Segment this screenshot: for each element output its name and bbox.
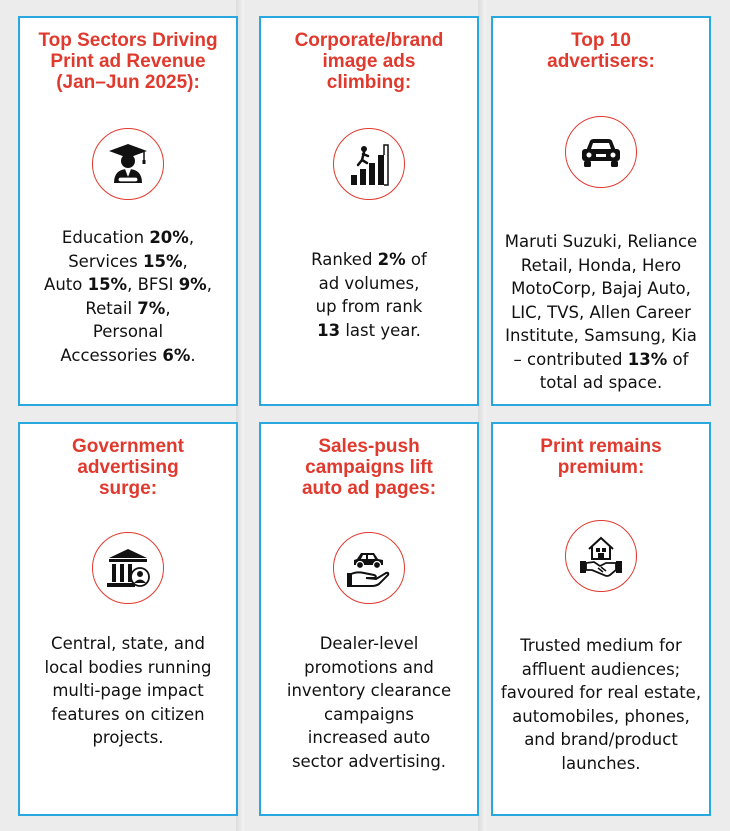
body-text-run: , [165, 298, 171, 318]
card-title [501, 436, 701, 478]
body-line [26, 679, 230, 703]
title-line: Sales-push [318, 436, 420, 457]
body-text-run: Retail, Honda, Hero [520, 255, 682, 275]
body-line [499, 371, 703, 395]
highlight-value: 7% [137, 298, 166, 318]
card-body [267, 248, 471, 342]
body-text-run: up from rank [315, 297, 423, 316]
title-line: Government [72, 436, 184, 457]
body-line [267, 703, 471, 727]
body-line [26, 320, 230, 344]
background-shadow-right [478, 0, 486, 831]
graduate-icon [92, 128, 164, 200]
body-text-run: Dealer-level [319, 634, 419, 653]
body-line [267, 750, 471, 774]
body-line [26, 703, 230, 727]
body-text-run: features on citizen [51, 704, 205, 724]
body-text-run: sector advertising. [291, 751, 447, 771]
body-text-run: automobiles, phones, [512, 706, 690, 726]
body-line [499, 230, 703, 254]
title-line: Top 10 [571, 30, 631, 51]
body-text-run: affluent audiences; [521, 659, 681, 679]
card-government-advertising [18, 422, 238, 816]
card-body [26, 226, 230, 367]
card-title [28, 30, 228, 93]
body-line [26, 632, 230, 656]
body-line [267, 632, 471, 656]
car-on-hand-icon [333, 532, 405, 604]
highlight-value: 20% [149, 228, 189, 247]
body-text-run: increased auto [307, 728, 431, 747]
body-line [267, 656, 471, 680]
card-title [28, 436, 228, 499]
body-text-run: , [188, 228, 195, 247]
title-line: Corporate/brand [294, 30, 444, 51]
body-line [26, 656, 230, 680]
body-text-run: Education [61, 228, 150, 247]
title-line: campaigns lift [305, 457, 433, 478]
card-top-advertisers [491, 16, 711, 406]
body-text-run: inventory clearance [286, 681, 452, 700]
card-body [499, 230, 703, 395]
body-line [26, 297, 230, 321]
body-line [499, 348, 703, 372]
title-line: (Jan–Jun 2025): [56, 72, 200, 93]
body-text-run: LIC, TVS, Allen Career [511, 302, 691, 322]
body-text-run: favoured for real estate, [500, 683, 702, 702]
body-text-run: and brand/product [524, 730, 678, 749]
body-text-run: MotoCorp, Bajaj Auto, [511, 279, 691, 298]
body-line [26, 250, 230, 274]
body-line [267, 248, 471, 272]
title-line: premium: [557, 457, 645, 478]
title-line: advertising [77, 457, 179, 478]
body-line [267, 272, 471, 296]
body-text-run: multi-page impact [52, 681, 204, 700]
body-text-run: Trusted medium for [520, 636, 682, 655]
highlight-value: 13% [627, 349, 668, 369]
title-line: surge: [98, 478, 158, 499]
body-text-run: Ranked [311, 250, 378, 269]
body-line [499, 254, 703, 278]
climbing-bar-chart-icon [333, 128, 405, 200]
body-line [499, 681, 703, 705]
government-building-icon [92, 532, 164, 604]
body-text-run: of [667, 349, 689, 369]
body-text-run: Services [68, 251, 144, 271]
body-text-run: , BFSI [127, 275, 179, 294]
body-text-run: Central, state, and [51, 634, 205, 653]
body-text-run: of [405, 250, 427, 269]
card-top-sectors [18, 16, 238, 406]
body-text-run: Institute, Samsung, Kia [505, 326, 697, 345]
card-print-premium [491, 422, 711, 816]
title-line: climbing: [326, 72, 412, 93]
body-text-run: Personal [92, 322, 164, 341]
title-line: image ads [322, 51, 416, 72]
body-line [267, 319, 471, 343]
body-line [499, 277, 703, 301]
card-title [269, 30, 469, 93]
card-title [501, 30, 701, 72]
body-line [26, 226, 230, 250]
card-body [267, 632, 471, 773]
body-text-run: local bodies running [44, 657, 212, 677]
card-body [26, 632, 230, 750]
title-line: Print remains [540, 436, 662, 457]
body-text-run: , [182, 251, 188, 271]
body-text-run: Auto [44, 275, 88, 294]
body-text-run: Accessories [60, 345, 163, 365]
body-line [499, 728, 703, 752]
card-title [269, 436, 469, 499]
highlight-value: 13 [317, 320, 341, 340]
body-text-run: . [190, 345, 196, 365]
body-text-run: campaigns [324, 704, 414, 724]
body-text-run: total ad space. [539, 373, 663, 392]
body-line [26, 344, 230, 368]
highlight-value: 2% [377, 250, 406, 269]
title-line: auto ad pages: [301, 478, 437, 499]
body-line [26, 273, 230, 297]
body-line [499, 634, 703, 658]
card-corporate-brand [259, 16, 479, 406]
body-line [26, 726, 230, 750]
body-text-run: launches. [561, 753, 641, 773]
title-line: advertisers: [547, 51, 655, 72]
title-line: Top Sectors Driving [38, 30, 218, 51]
title-line: Print ad Revenue [50, 51, 206, 72]
body-text-run: ad volumes, [318, 273, 420, 293]
body-line [267, 295, 471, 319]
highlight-value: 9% [178, 275, 207, 294]
body-text-run: , [206, 275, 212, 294]
highlight-value: 15% [143, 251, 183, 271]
body-line [499, 301, 703, 325]
body-text-run: – contributed [513, 349, 628, 369]
car-icon [565, 116, 637, 188]
body-line [499, 752, 703, 776]
body-line [499, 324, 703, 348]
body-text-run: Maruti Suzuki, Reliance [504, 232, 698, 251]
card-sales-push [259, 422, 479, 816]
body-text-run: projects. [92, 728, 164, 747]
body-line [267, 679, 471, 703]
card-body [499, 634, 703, 775]
body-text-run: Retail [85, 298, 138, 318]
highlight-value: 15% [87, 275, 128, 294]
house-handshake-icon [565, 520, 637, 592]
body-text-run: promotions and [304, 657, 434, 677]
body-line [499, 658, 703, 682]
highlight-value: 6% [162, 345, 191, 365]
body-line [267, 726, 471, 750]
body-text-run: last year. [340, 320, 421, 340]
body-line [499, 705, 703, 729]
